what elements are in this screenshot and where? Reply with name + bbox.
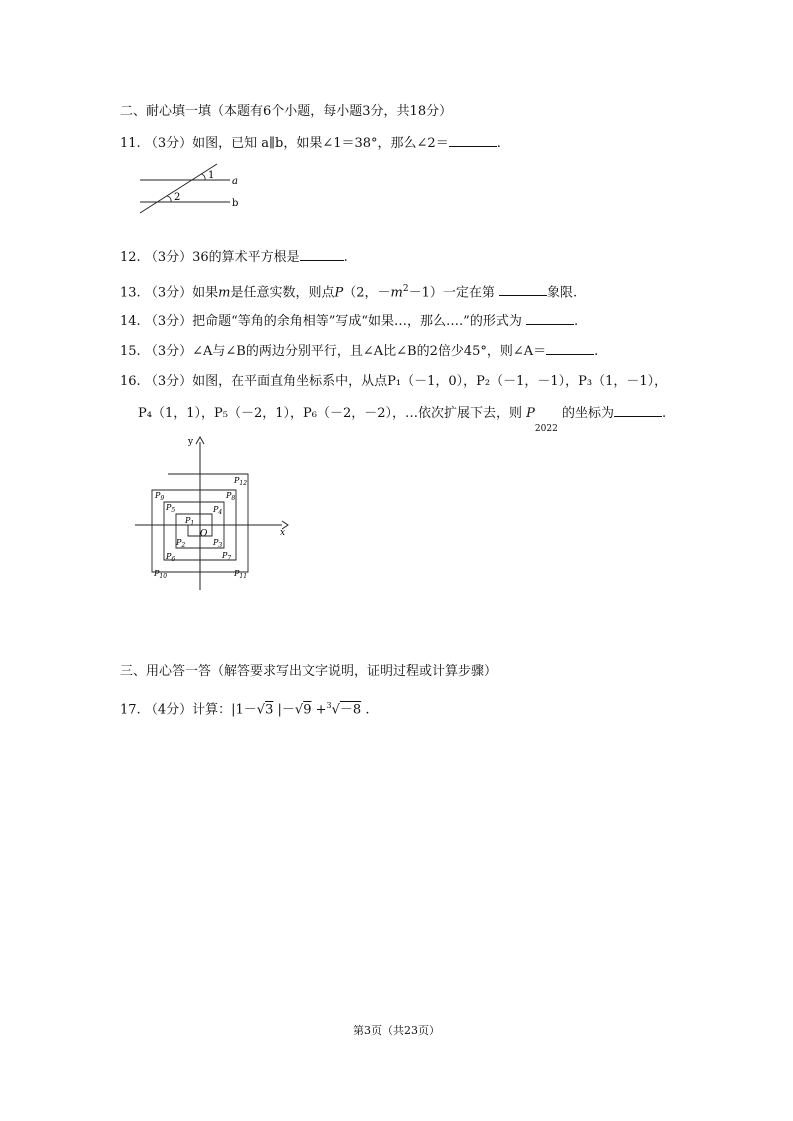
q17-label: 计算： — [192, 702, 232, 718]
q17-sqrt9: 9 — [303, 702, 312, 718]
question-12 — [120, 248, 348, 267]
q15-score: （3分） — [144, 344, 193, 359]
q15-text: ∠A与∠B的两边分别平行，且∠A比∠B的2倍少45°，则∠A＝ — [192, 344, 547, 359]
q16-line2-p: P — [526, 406, 535, 421]
q11-number: 11. — [120, 136, 141, 151]
q13-coord-pre: （2，－ — [343, 285, 391, 301]
angle-1-arc — [201, 174, 205, 180]
q12-end: . — [343, 250, 348, 265]
label-p9: $P_9$ — [155, 491, 165, 502]
q14-text: 把命题“等角的余角相等”写成“如果…，那么….”的形式为 — [192, 314, 522, 329]
label-p6: $P_6$ — [166, 552, 176, 563]
q11-answer-blank[interactable] — [449, 134, 497, 147]
q16-line2-b: 的坐标为 — [561, 406, 614, 421]
q16-end: . — [661, 406, 667, 421]
q16-line1: 如图，在平面直角坐标系中，从点P₁（－1，0），P₂（－1，－1），P₃（1，－1）， — [192, 374, 668, 389]
question-15 — [120, 342, 598, 361]
q15-number: 15. — [120, 344, 141, 359]
angle-1-label: 1 — [208, 170, 215, 181]
x-axis-label: x — [280, 528, 286, 538]
label-p4: $P_4$ — [213, 505, 223, 516]
angle-2-arc — [167, 196, 171, 202]
question-16-line-2 — [138, 404, 667, 434]
q17-sqrt3: 3 — [265, 702, 274, 718]
q13-var-p: P — [334, 285, 344, 301]
q13-answer-blank[interactable] — [499, 283, 547, 296]
sqrt-symbol: √ — [256, 702, 266, 718]
q13-var-m: m — [218, 285, 231, 301]
q17-cube-arg: －8 — [339, 702, 362, 718]
q12-number: 12. — [120, 250, 141, 265]
section-3-heading: 三、用心答一答（解答要求写出文字说明，证明过程或计算步骤） — [120, 664, 498, 679]
label-p3: $P_3$ — [213, 538, 223, 549]
q13-sup: 2 — [402, 284, 409, 294]
question-17 — [120, 697, 369, 719]
q16-line2-a: P₄（1，1），P₅（－2，1），P₆（－2，－2），…依次扩展下去，则 — [138, 406, 523, 421]
q14-score: （3分） — [144, 314, 193, 329]
label-p11: $P_{11}$ — [234, 569, 248, 580]
q12-answer-blank[interactable] — [300, 248, 344, 261]
q16-score: （3分） — [144, 374, 193, 389]
label-p7: $P_7$ — [222, 551, 232, 562]
q17-cube-index: 3 — [326, 701, 332, 710]
q11-score: （3分） — [144, 136, 193, 151]
q13-post: 象限. — [546, 285, 578, 301]
angle-2-label: 2 — [174, 192, 181, 203]
q13-coord-m: m — [390, 285, 403, 301]
q17-number: 17. — [120, 702, 141, 718]
line-b-label: b — [232, 198, 239, 209]
label-p2: $P_2$ — [176, 538, 186, 549]
q11-text: 如图，已知 a∥b，如果∠1＝38°，那么∠2＝ — [192, 136, 449, 151]
line-a-label: a — [232, 176, 238, 187]
label-p5: $P_5$ — [166, 503, 176, 514]
q13-pre: 如果 — [192, 285, 219, 301]
q17-expr-3: + — [315, 702, 327, 718]
q17-expr-2: |－ — [277, 702, 295, 718]
question-14 — [120, 312, 578, 331]
page-footer: 第3页（共23页） — [353, 1024, 440, 1037]
label-p10: $P_{10}$ — [154, 569, 168, 580]
q12-text: 36的算术平方根是 — [192, 250, 300, 265]
q14-number: 14. — [120, 314, 141, 329]
sqrt-symbol: √ — [294, 702, 304, 718]
q15-answer-blank[interactable] — [546, 342, 594, 355]
transversal-line — [140, 164, 217, 213]
q15-end: . — [594, 344, 599, 359]
cube-root-symbol: √ — [331, 702, 340, 718]
q17-end: . — [365, 702, 370, 718]
q13-number: 13. — [120, 285, 141, 301]
question-11 — [120, 134, 501, 153]
origin-label: O — [200, 529, 208, 539]
label-p1: $P_1$ — [185, 516, 195, 527]
q11-parallel-lines-figure — [135, 160, 250, 215]
question-16-line-1 — [120, 373, 667, 391]
q13-score: （3分） — [144, 285, 193, 301]
q16-answer-blank[interactable] — [614, 404, 662, 417]
q14-end: . — [573, 314, 579, 329]
q13-coord-post: －1）一定在第 — [408, 285, 495, 301]
label-p8: $P_8$ — [226, 491, 236, 502]
q12-score: （3分） — [144, 250, 193, 265]
q17-score: （4分） — [144, 702, 193, 718]
y-axis-label: y — [188, 437, 194, 447]
q16-spiral-coordinate-figure — [130, 432, 300, 592]
q16-number: 16. — [120, 374, 141, 389]
q11-end: . — [496, 136, 501, 151]
q13-mid: 是任意实数，则点 — [230, 285, 335, 301]
question-13 — [120, 280, 577, 302]
q17-expr-1: |1－ — [231, 702, 257, 718]
q14-answer-blank[interactable] — [526, 312, 574, 325]
q16-line2-sub: 2022 — [534, 423, 558, 434]
section-2-heading: 二、耐心填一填（本题有6个小题，每小题3分，共18分） — [120, 104, 453, 119]
label-p12: $P_{12}$ — [234, 476, 248, 487]
